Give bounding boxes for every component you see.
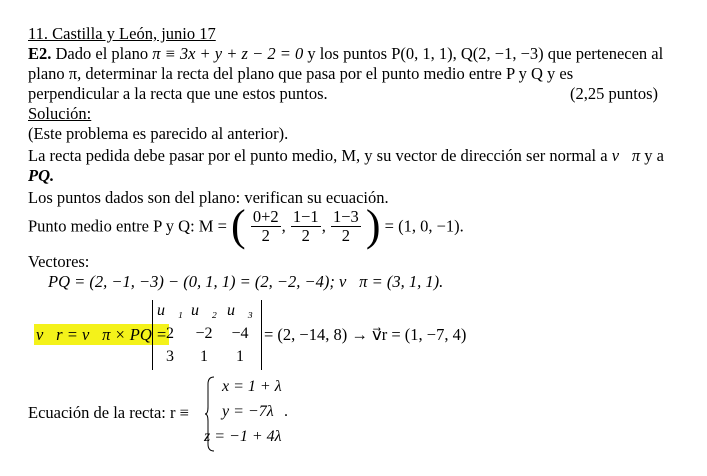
solution-text-1 (28, 146, 664, 165)
cross-product-label (34, 325, 169, 344)
midpoint-prefix: Punto medio entre P y Q: M = (28, 216, 227, 236)
det-r1-c3: u⃗₃ (226, 302, 253, 319)
fraction-y-num: 1−1 (292, 206, 319, 226)
pq-vector-line: PQ = (2, −1, −3) − (0, 1, 1) = (2, −2, −4); v⃗π = (3, 1, 1). (48, 272, 444, 291)
equation-x: x = 1 + λ (222, 378, 282, 395)
fraction-z (331, 208, 361, 245)
det-r3-c3: 1 (236, 348, 244, 365)
problem-line-3 (28, 84, 658, 103)
det-r2-c1: 2 (166, 325, 174, 342)
plane-equation: π ≡ 3x + y + z − 2 = 0 (152, 44, 304, 63)
fraction-z-den: 2 (341, 225, 350, 245)
problem-line-2: plano π, determinar la recta del plano que pasa por el punto medio entre P y Q y es (28, 64, 574, 83)
det-r1-c1: u⃗₁ (156, 302, 183, 319)
cross-product-highlight: v⃗r = v⃗π × PQ = (36, 325, 168, 344)
equation-y: y = −7λ (222, 403, 274, 420)
solution-label: Solución: (28, 104, 92, 123)
det-r2-c3: −4 (231, 325, 249, 342)
left-paren: ( (231, 201, 246, 250)
midpoint-result: = (1, 0, −1). (384, 216, 464, 236)
problem-score: (2,25 puntos) (570, 84, 658, 103)
det-r1-c2: u⃗₂ (190, 302, 217, 319)
pq-label: PQ. (28, 166, 55, 185)
problem-line-3-text: perpendicular a la recta que une estos puntos. (28, 84, 328, 103)
solution-text-1-main: La recta pedida debe pasar por el punto medio, M, y su vector de dirección ser normal a (28, 146, 608, 165)
line-equation-label: Ecuación de la recta: r ≡ (28, 403, 189, 422)
right-paren: ) (365, 201, 381, 250)
cross-product-result: = (2, −14, 8) → v⃗r = (1, −7, 4) (264, 325, 467, 344)
problem-label: E2. (28, 44, 52, 63)
solution-text-1-end: y a (644, 146, 664, 165)
det-r3-c1: 3 (166, 348, 174, 365)
det-r2-c2: −2 (195, 325, 213, 342)
problem-line-1 (28, 44, 663, 63)
solution-note: (Este problema es parecido al anterior). (28, 124, 289, 143)
fraction-x (251, 208, 281, 245)
equation-z: z = −1 + 4λ (204, 428, 282, 445)
fraction-x-den: 2 (261, 225, 270, 245)
exam-title: 11. Castilla y León, junio 17 (28, 24, 216, 43)
problem-intro: Dado el plano (55, 44, 149, 63)
midpoint-line: Punto medio entre P y Q: M = ( $\frac{0+2}{2}$ , $\frac{1-1}{2}$ , $\frac{1-3}{2}$ ) = (1, 0, −1). (28, 201, 464, 250)
system-end: . (284, 403, 288, 420)
solution-text-2: Los puntos dados son del plano: verifican su ecuación. (28, 188, 389, 207)
det-r3-c2: 1 (200, 348, 208, 365)
normal-vector-symbol: v⃗π (611, 146, 641, 165)
vectors-label: Vectores: (28, 252, 90, 271)
determinant-matrix (152, 300, 262, 370)
fraction-x-num: 0+2 (252, 206, 279, 226)
fraction-y-den: 2 (301, 225, 310, 245)
fraction-y (291, 208, 321, 245)
fraction-z-num: 1−3 (332, 206, 359, 226)
problem-points-given: y los puntos P(0, 1, 1), Q(2, −1, −3) que pertenecen al (307, 44, 664, 63)
